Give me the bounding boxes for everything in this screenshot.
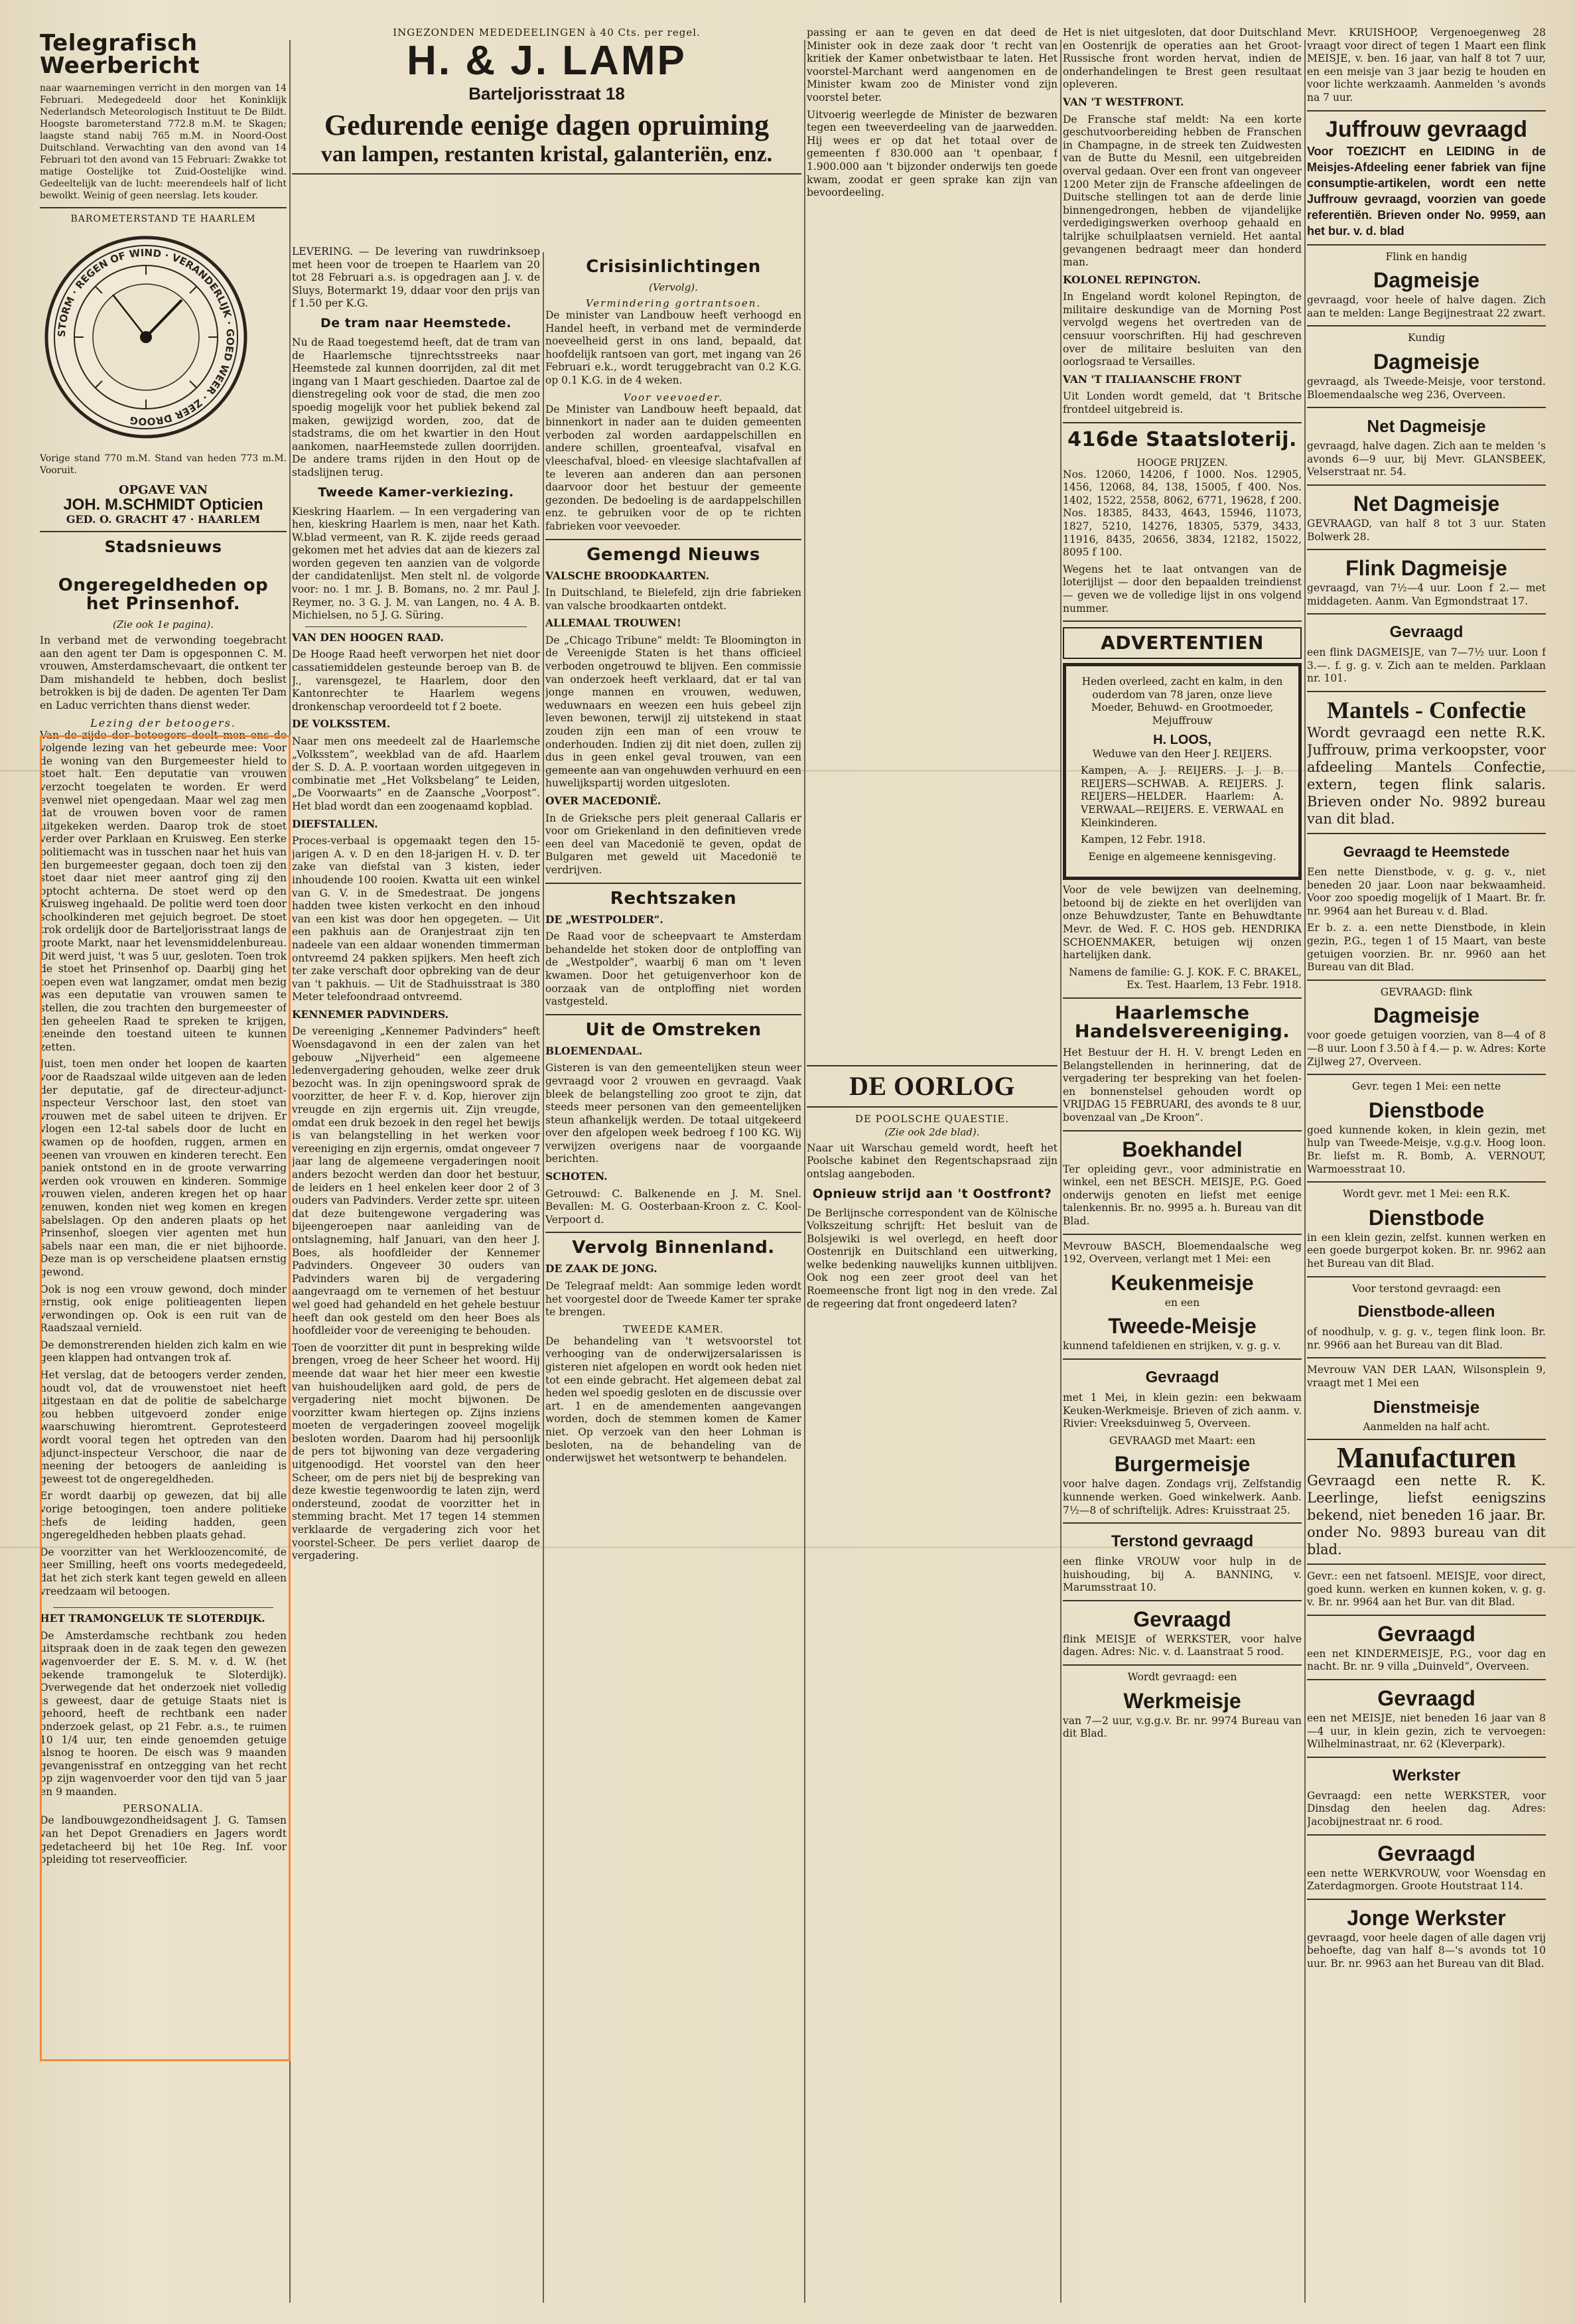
- article-title: DE ZAAK DE JONG.: [545, 1262, 657, 1275]
- ad-text: een net KINDERMEISJE, P.G., voor dag en nacht. Br. nr. 9 villa „Duinveld”, Overveen.: [1307, 1647, 1546, 1673]
- ad-text: een flinke VROUW voor hulp in de huishouding, bij A. BANNING, v. Marumsstraat 10.: [1063, 1556, 1302, 1594]
- weather-title: Telegrafisch Weerbericht: [40, 30, 200, 79]
- section-stadsnieuws: Stadsnieuws: [104, 538, 222, 556]
- ad-text: flink MEISJE of WERKSTER, voor halve dagen. Adres: Nic. v. d. Laanstraat 5 rood.: [1063, 1633, 1302, 1658]
- thanks-sign: Namens de familie: G. J. KOK. F. C. BRAKEL, Ex. Test. Haarlem, 13 Febr. 1918.: [1068, 966, 1302, 991]
- ad-title: Werkster: [1392, 1766, 1461, 1784]
- ad-text: Kundig: [1407, 332, 1445, 344]
- lamp-brand: H. & J. LAMP: [407, 38, 687, 84]
- article-text: Naar uit Warschau gemeld wordt, heeft het Poolsche kabinet den Regentschapsraad zijn ontslag aangeboden.: [807, 1141, 1058, 1180]
- section-staatsloterij: 416de Staatsloterij.: [1067, 427, 1297, 451]
- ad-title: Dienstbode: [1368, 1098, 1485, 1122]
- article-text: Proces-verbaal is opgemaakt tegen den 15-jarigen A. v. D en den 18-jarigen H. v. D. ter zake van diefstal van 3 kisten, ieder inhoudende 100 rooien. Kwatta uit een winkel van G. V. in de Smedestraat. De jongens hadden twee kisten verkocht en den inhoud van een kist was door hen opgegeten. — Uit een pakhuis aan de Oranjestraat zijn ten nadeele van een aldaar wonenden timmerman ontvreemd 24 pakken spijkers. Men heeft zich ter zake verschaft door opbreking van de deur van 't pakhuis. — Uit de Stadhuisstraat is 380 Meter telefoondraad ontvreemd.: [292, 835, 540, 1003]
- section-oorlog: DE OORLOG: [849, 1070, 1016, 1101]
- barometer-reading: Vorige stand 770 m.M. Stand van heden 773 m.M. Vooruit.: [40, 453, 287, 476]
- article-paragraph: Ook is nog een vrouw gewond, doch minder ernstig, ook enige politieagenten liepen verwondingen op. Ook is een ruit van de Raadszaal vernield.: [40, 1283, 287, 1335]
- death-name: H. LOOS,: [1153, 732, 1211, 747]
- article-text: In Duitschland, te Bielefeld, zijn drie fabrieken van valsche broodkaarten ontdekt.: [545, 587, 801, 612]
- column-rule: [543, 252, 544, 2303]
- article-title: KENNEMER PADVINDERS.: [292, 1007, 449, 1021]
- ad-title: Haarlemsche Handelsvereeniging.: [1074, 1003, 1290, 1043]
- article-title: OVER MACEDONIË.: [545, 794, 661, 807]
- section-rechtszaken: Rechtszaken: [610, 888, 737, 908]
- death-names: Kampen, A. J. REIJERS. J. J. B. REIJERS—SCHWAB. A. REIJERS. J. REIJERS—HELDER. Haarlem: A. VERWAAL—REIJERS. E. VERWAAL en Kleinkinderen.: [1081, 764, 1284, 829]
- article-text: In de Grieksche pers pleit generaal Callaris er voor om Griekenland in den definitieven vrede een deel van Macedonië te geven, opdat de Bulgaren met geweld uit Macedonië te verdrijven.: [545, 812, 801, 876]
- ad-title: Jonge Werkster: [1347, 1905, 1506, 1930]
- article-highlight-frame: [40, 735, 291, 2061]
- ad-text: van 7—2 uur, v.g.g.v. Br. nr. 9974 Bureau van dit Blad.: [1063, 1714, 1302, 1740]
- section-gemengd: Gemengd Nieuws: [586, 544, 760, 565]
- column-3: [545, 252, 801, 2309]
- ad-text: Ter opleiding gevr., voor administratie en winkel, een net BESCH. MEISJE, P.G. Goed onderwijs genoten en liefst met eenige talenkennis. Br. no. 9995 a. h. Bureau van dit Blad.: [1063, 1163, 1302, 1227]
- article-subtitle: (Zie ook 1e pagina).: [113, 618, 214, 630]
- article-text: In Engeland wordt kolonel Repington, de militaire deskundige van de Morning Post vervolgd wegens het overtreden van de censuur voorschriften. Hij had geschreven over de militaire besluiten van den oorlogsraad te Versailles.: [1063, 291, 1302, 368]
- article-paragraph: De demonstrerenden hielden zich kalm en wie geen klappen had ontvangen trok af.: [40, 1339, 287, 1364]
- lamp-items: van lampen, restanten kristal, galanteriën, enz.: [320, 142, 773, 167]
- death-date: Kampen, 12 Febr. 1918.: [1081, 834, 1206, 846]
- article-title: Voor veevoeder.: [623, 391, 724, 403]
- article-text: Gisteren is van den gemeentelijken steun weer gevraagd voor 2 vrouwen en gevraagd. Vaak bleek de belangstelling zoo groot te zijn, dat steeds meer personen van den gemeentelijken steun afhankelijk werden. De totaal uitgekeerd over den afgelopen week bedroeg f 100 KG. Wij verwijzen overigens naar de voorgaande berichten.: [545, 1062, 801, 1165]
- article-paragraph: Juist, toen men onder het loopen de kaarten voor de Raadszaal wilde uitgeven aan de leden der deputatie, gaf de directeur-adjunct-inspecteur Verschoor last, den stoet van vrouwen met de sabel uiteen te drijven. Er vlogen een 12-tal sabels door de lucht en kwamen op de hoofden, ruggen, armen en beenen van vrouwen en kinderen terecht. Een paniek ontstond en in de groote verwarring werden ook vrouwen en kinderen. Sommige vrouwen vielen, anderen kregen het op haar zenuwen, konden niet weg komen en kregen sabelslagen. Op den anderen plaats op het Prinsenhof, sloegen vier agenten met hun sabels naar een man, die er niet bijhoorde. Deze man is op verscheidene plaatsen ernstig gewond.: [40, 1058, 287, 1278]
- ad-title: Dienstbode-alleen: [1357, 1303, 1495, 1321]
- ad-text: Gevr. tegen 1 Mei: een nette: [1351, 1080, 1501, 1093]
- section-binnenland: Vervolg Binnenland.: [572, 1238, 775, 1258]
- article-paragraph: Er wordt daarbij op gewezen, dat bij alle vorige betoogingen, toen andere politieke chefs de leiding hadden, geen ongeregeldheden hebben plaats gehad.: [40, 1490, 287, 1542]
- ad-text: voor goede getuigen voorzien, van 8—4 of 8—8 uur. Loon f 3.50 à f 4.— p. w. Adres: Korte Zijlweg 27, Overveen.: [1307, 1029, 1546, 1068]
- article-paragraph: Het verslag, dat de betoogers verder zenden, houdt vol, dat de vrouwenstoet niet heeft uitgestaan en dat de politie de sabelcharge zou hebben uitgevoerd zonder enige waarschuwing hieromtrent. Geprotesteerd wordt vooral tegen het optreden van den adjunct-inspecteur Verschoor, die naar de meening der betoogers de aanleiding is geweest tot de ongeregeldheden.: [40, 1369, 287, 1485]
- barometer-title: BAROMETERSTAND TE HAARLEM: [70, 214, 256, 224]
- personalia-title: PERSONALIA.: [123, 1802, 204, 1815]
- ad-text: een nette WERKVROUW, voor Woensdag en Zaterdagmorgen. Groote Houtstraat 114.: [1307, 1867, 1546, 1893]
- ad-title: Boekhandel: [1122, 1137, 1243, 1161]
- ad-title: Gevraagd te Heemstede: [1343, 843, 1510, 861]
- opgave-label: OPGAVE VAN: [118, 483, 208, 497]
- ad-text: kunnend tafeldienen en strijken, v. g. g. v.: [1063, 1340, 1281, 1352]
- article-paragraph: De voorzitter van het Werkloozencomité, de heer Smilling, heeft ons voorts medegedeeld, dat het zich sterk kant tegen geweld en alleen vreedzaam wil betoogen.: [40, 1546, 287, 1597]
- ad-text: Aanmelden na half acht.: [1363, 1420, 1490, 1433]
- article-paragraph: In verband met de verwonding toegebracht aan den agent ter Dam is opgesponnen C. M. vrouwen, Amsterdamschevaart, die ontkent ter Dam mishandeld te hebben, doch beslist betrokken is bij de daden. De agenten Ter Dam en Laduc verrichten thans dienst weder.: [40, 634, 287, 711]
- article-text: Nu de Raad toegestemd heeft, dat de tram van de Haarlemsche tijnrechtsstreeks naar Heemstede zal kunnen doorrijden, zal dit met ingang van 1 Maart geschieden. Daartoe zal de dienstregeling ook voor de stad, die men zoo spoedig mogelijk voor het publiek bekend zal maken, gewijzigd worden, zoo, dat de stadstrams, die om het kwartier in den Hout aankomen, naarHeemstede zullen doorrijden. De andere trams rijden in den Hout op de stadslijnen terug.: [292, 336, 540, 478]
- article-title: DE „WESTPOLDER”.: [545, 912, 663, 926]
- ad-title: Gevraagd: [1133, 1607, 1231, 1631]
- ad-title: Gevraagd: [1389, 623, 1464, 642]
- ad-text: GEVRAAGD, van half 8 tot 3 uur. Staten Bolwerk 28.: [1307, 517, 1546, 543]
- ad-title: Net Dagmeisje: [1353, 491, 1500, 516]
- ad-title: Juffrouw gevraagd: [1325, 116, 1528, 142]
- ad-title: Gevraagd: [1377, 1686, 1475, 1711]
- loterij-numbers: Nos. 12060, 14206, f 1000. Nos. 12905, 1456, 12068, 84, 138, 15005, f 400. Nos. 1402, 1522, 2558, 8062, 6771, 19628, f 200. Nos. 18385, 8433, 4643, 15946, 11073, 1827, 5210, 14276, 18305, 5379, 3433, 11916, 8435, 20656, 3834, 12182, 15022, 8095 f 100.: [1063, 468, 1302, 559]
- article-title: VAN 'T ITALIAANSCHE FRONT: [1063, 372, 1241, 386]
- article-text: De Telegraaf meldt: Aan sommige leden wordt het voorgestel door de Tweede Kamer ter sprake te brengen.: [545, 1280, 801, 1319]
- ad-text: Mevrouw VAN DER LAAN, Wilsonsplein 9, vraagt met 1 Mei een: [1307, 1364, 1546, 1389]
- article-text: De Hooge Raad heeft verworpen het niet door cassatiemiddelen gesteunde beroep van B. de J., varensgezel, te Haarlem, door den Kantonrechter te Haarlem wegens dronkenschap veroordeeld tot f 2 boete.: [292, 648, 540, 713]
- column-rule: [1304, 40, 1306, 2303]
- article-title: ALLEMAAL TROUWEN!: [545, 617, 681, 630]
- ad-text: Voor TOEZICHT en LEIDING in de Meisjes-Afdeeling eener fabriek van fijne consumptie-artikelen, wordt een nette Juffrouw gevraagd, voorzien van goede referentiën. Brieven onder No. 9959, aan het bur. v. d. blad: [1307, 144, 1546, 238]
- ad-text: Een nette Dienstbode, v. g. g. v., niet beneden 20 jaar. Loon naar bekwaamheid. Voor zoo spoedig mogelijk of 1 Maart. Br. fr. nr. 9964 aan het Bureau v. d. Blad.: [1307, 866, 1546, 917]
- tram-text: De Amsterdamsche rechtbank zou heden uitspraak doen in de zaak tegen den gewezen wagenvoerder der E. S. M. v. d. W. (het bekende tramongeluk te Sloterdijk). Overwegende dat het onderzoek niet volledig is geweest, daar de getuige Staats niet is gehoord, heeft de rechtbank een nader onderzoek gelast, op 21 Febr. a.s., te ruimen 10 1/4 uur, ten einde genoemden getuige alsnog te hooren. De eisch was 9 maanden gevangenisstraf en ontzegging van het recht op zijn wagenvoerder voor den tijd van 5 jaar en 9 maanden.: [40, 1629, 287, 1798]
- article-text: Getrouwd: C. Balkenende en J. M. Snel. Bevallen: M. G. Oosterbaan-Kroon z. C. Kool-Verpoort d.: [545, 1187, 801, 1226]
- ad-text: Mevrouw BASCH, Bloemendaalsche weg 192, Overveen, verlangt met 1 Mei: een: [1063, 1240, 1302, 1266]
- column-rule: [804, 40, 805, 2303]
- personalia-text: De landbouwgezondheidsagent J. G. Tamsen van het Depot Grenadiers en Jagers wordt gedetacheerd bij het 10e Reg. Inf. voor opleiding tot reserveofficier.: [40, 1814, 287, 1866]
- column-2: [292, 246, 540, 2309]
- ad-title: Gevraagd: [1145, 1368, 1219, 1386]
- ad-text: gevraagd, als Tweede-Meisje, voor terstond. Bloemendaalsche weg 236, Overveen.: [1307, 375, 1546, 401]
- ad-notice: INGEZONDEN MEDEDEELINGEN à 40 Cts. per regel.: [393, 27, 701, 38]
- article-title: VAN DEN HOOGEN RAAD.: [292, 630, 444, 644]
- optician-name: JOH. M.SCHMIDT Opticien: [63, 496, 263, 514]
- loterij-note: Wegens het te laat ontvangen van de loterijlijst — door den bepaalden treindienst — geven we de volledige lijst in ons volgend nummer.: [1063, 563, 1302, 615]
- ad-text: in een klein gezin, zelfst. kunnen werken en een goede burgerpot koken. Br. nr. 9962 aan het Bureau van dit Blad.: [1307, 1231, 1546, 1270]
- optician-address: GED. O. GRACHT 47 · HAARLEM: [66, 513, 261, 526]
- ad-text: een net MEISJE, niet beneden 16 jaar van 8—4 uur, in klein gezin, zich te vervoegen: Wilhelminastraat, nr. 62 (Kleverpark).: [1307, 1712, 1546, 1751]
- article-text: Kieskring Haarlem. — In een vergadering van hen, kieskring Haarlem is men, naar het Kath. W.blad vermeent, van R. K. zijde reeds geraad gekomen met het advies dat aan de kiezers zal worden gegeven ten aanzien van de volgorde der candidatenlijst. Men stelt nl. de volgorde voor: no. 1 mr. J. B. Bomans, no. 2 mr. Paul J. Reymer, no. 3 G. J. M. van Langen, no. 4 A. B. Michielsen, no 5 J. G. Süring.: [292, 505, 540, 622]
- article-title: VAN 'T WESTFRONT.: [1063, 95, 1184, 108]
- ad-text: GEVRAAGD: flink: [1380, 985, 1473, 998]
- ad-text: gevraagd, voor heele dagen of alle dagen vrij behoefte, dag van half 8—'s avonds tot 10 uur. Br. nr. 9963 aan het Bureau van dit Blad.: [1307, 1931, 1546, 1970]
- ad-text: met 1 Mei, in klein gezin: een bekwaam Keuken-Werkmeisje. Brieven of zich aanm. v. Rivier: Vreeksduinweg 5, Overveen.: [1063, 1391, 1302, 1430]
- ad-text: gevraagd, halve dagen. Zich aan te melden 's avonds 6—9 uur, bij Mevr. GLANSBEEK, Velserstraat nr. 54.: [1307, 440, 1546, 478]
- article-title-prinsenhof: Ongeregeldheden op het Prinsenhof.: [58, 575, 269, 614]
- ad-text: voor halve dagen. Zondags vrij, Zelfstandig kunnende werken. Goed winkelwerk. Aanb. 7½—8 of schriftelijk. Adres: Kruisstraat 25.: [1063, 1478, 1302, 1516]
- article-text: De Minister van Landbouw heeft bepaald, dat binnenkort in nader aan te duiden gemeenten verboden zal worden aardappelschillen en andere schillen, groenteafval, visafval en vleeschafval, bloed- en vleesige slachtafvallen af te leveren aan anderen dan aan personen daarvoor door het bestuur der gemeente gezonden. De bedoeling is de aardappelschillen enz. te gebruiken voor de op te richten fabrieken voor veevoeder.: [545, 403, 801, 532]
- ad-title: Dagmeisje: [1373, 349, 1480, 374]
- article-title: DIEFSTALLEN.: [292, 817, 378, 830]
- ad-title: Net Dagmeisje: [1367, 416, 1486, 437]
- article-title: Tweede Kamer-verkiezing.: [318, 484, 514, 500]
- article-text: De minister van Landbouw heeft verhoogd en Handel heeft, in verband met de verminderde noeveelheid gerst in ons land, bepaald, dat hoofdelijk rantsoen van gort, met ingang van 26 Februari e.k., wordt teruggebracht van 0.2 K.G. op 0.1 K.G. in de 4 weken.: [545, 309, 801, 386]
- ad-text: Gevraagd een nette R. K. Leerlinge, liefst eenigszins bekend, niet beneden 16 jaar. Br. onder No. 9893 bureau van dit blad.: [1307, 1473, 1546, 1558]
- article-subtitle: (Zie ook 2de blad).: [884, 1126, 980, 1138]
- article-text: Naar men ons meedeelt zal de Haarlemsche „Volksstem”, weekblad van de afd. Haarlem der S. D. A. P. voortaan worden uitgegeven in combinatie met „Het Volksbelang” te Leiden, „De Voorwaarts” en de Zaansche „Voorpost”. Het blad wordt dan een zoogenaamd kopblad.: [292, 735, 540, 812]
- ad-title: Gevraagd: [1377, 1841, 1475, 1865]
- loterij-subtitle: HOOGE PRIJZEN.: [1136, 456, 1228, 469]
- ad-title: Werkmeisje: [1123, 1688, 1241, 1713]
- article-title: DE POOLSCHE QUAESTIE.: [855, 1112, 1010, 1125]
- column-5: [1063, 27, 1302, 2309]
- thanks-text: Voor de vele bewijzen van deelneming, betoond bij de ziekte en het overlijden van onze Behuwdzuster, Tante en Behuwdtante Mevr. de Wed. F. C. HOS geb. HENDRIKA SCHOENMAKER, betuigen wij onzen hartelijken dank.: [1063, 884, 1302, 962]
- ad-text: Het Bestuur der H. H. V. brengt Leden en Belangstellenden in herinnering, dat de vergadering ter bespreking van het foelen- en bonnenstelsel gehouden wordt op VRIJDAG 15 FEBRUARI, des avonds te 8 uur, bovenzaal van „De Kroon”.: [1063, 1047, 1302, 1124]
- ad-text: Flink en handig: [1385, 250, 1468, 263]
- death-notice: [1063, 663, 1302, 880]
- article-text: De „Chicago Tribune” meldt: Te Bloomington in de Vereenigde Staten is het thans officieel verboden ongetrouwd te blijven. Een commissie van onderzoek heeft verklaard, dat er tal van jonge mannen en vrouwen, weduwen, weduwnaars en weezen een huis gebeel zijn leven bewonen, terwijl zij uitstekend in staat zouden zijn een man of een vrouw te onderhouden. Indien zij dit niet doen, zullen zij dus in geen enkel geval trouwen, van een gemeente aan van ongehuwden verhuurd en een huwelijkspartij worden uitgesloten.: [545, 634, 801, 790]
- section-subtitle: (Vervolg).: [649, 281, 698, 293]
- death-note: Eenige en algemeene kennisgeving.: [1088, 850, 1276, 863]
- ad-text: Gevraagd: een nette WERKSTER, voor Dinsdag den heelen dag. Adres: Jacobijnestraat nr. 6 rood.: [1307, 1789, 1546, 1828]
- ad-title: Gevraagd: [1377, 1621, 1475, 1646]
- article-text: Uit Londen wordt gemeld, dat 't Britsche frontdeel uitgebreid is.: [1063, 390, 1302, 416]
- ad-text: Mevr. KRUISHOOP, Vergenoegenweg 28 vraagt voor direct of tegen 1 Maart een flink MEISJE, v. ben. 16 jaar, van half 8 tot 7 uur, en een meisje van 3 jaar bezig te houden en voor lichte werkzaamh. Aanmelden 's avonds na 7 uur.: [1307, 27, 1546, 104]
- section-crisis: Crisisinlichtingen: [586, 257, 761, 277]
- ad-title: Mantels - Confectie: [1327, 697, 1526, 724]
- barometer-dial-icon: [40, 231, 252, 443]
- ad-title: Dienstmeisje: [1373, 1396, 1480, 1417]
- lamp-advertisement: [292, 27, 801, 175]
- article-title: Vermindering gortrantsoen.: [585, 297, 762, 309]
- article-title: SCHOTEN.: [545, 1170, 608, 1183]
- ad-text: of noodhulp, v. g. g. v., tegen flink loon. Br. nr. 9966 aan het Bureau van dit Blad.: [1307, 1326, 1546, 1351]
- ad-title: Flink Dagmeisje: [1345, 556, 1507, 581]
- ad-title: Dagmeisje: [1373, 1003, 1480, 1028]
- article-text: De behandeling van 't wetsvoorstel tot verhooging van de onderwijzersalarissen is gisteren niet afgelopen en wordt ook heden niet tot een einde gebracht. Het algemeen debat zal heden wel spoedig gesloten en de discussie over art. 1 en de amendementen aangevangen worden, doch de stemmen komen de Kamer niet. Op verzoek van den heer Lohman is besloten, na de behandeling van de onderwijswet het wetsontwerp te behandelen.: [545, 1335, 801, 1465]
- article-title: TWEEDE KAMER.: [623, 1323, 724, 1335]
- ad-text: Wordt gevraagd een nette R.K. Juffrouw, prima verkoopster, voor afdeeling Mantels Confectie, extern, tegen flink salaris. Brieven onder No. 9892 bureau van dit blad.: [1307, 725, 1546, 828]
- column-rule: [1060, 40, 1061, 2303]
- ad-text: Er b. z. a. een nette Dienstbode, in klein gezin, P.G., tegen 1 of 15 Maart, van beste getuigen voorzien. Br. nr. 9960 aan het Bureau van dit Blad.: [1307, 922, 1546, 974]
- ad-text: GEVRAAGD met Maart: een: [1109, 1434, 1256, 1447]
- tram-title: HET TRAMONGELUK TE SLOTERDIJK.: [40, 1612, 265, 1625]
- death-sub: Weduwe van den Heer J. REIJERS.: [1092, 747, 1272, 760]
- article-title: DE VOLKSSTEM.: [292, 717, 391, 731]
- article-text: De Raad voor de scheepvaart te Amsterdam behandelde het stoken door de ontploffing van de „Westpolder”, waarbij 6 man om 't leven kwamen. Door het getuigenverhoor kon de oorzaak van de ontploffing niet worden vastgesteld.: [545, 930, 801, 1008]
- death-text: Heden overleed, zacht en kalm, in den ouderdom van 78 jaren, onze lieve Moeder, Behuwd- en Grootmoeder, Mejuffrouw: [1081, 676, 1283, 727]
- ad-text: Gevr.: een net fatsoenl. MEISJE, voor direct, goed kunn. werken en kunnen koken, v. g. g. v. Br. nr. 9964 aan het Bur. van dit Blad.: [1307, 1570, 1546, 1609]
- section-omstreken: Uit de Omstreken: [585, 1019, 762, 1040]
- article-subheading: Lezing der betoogers.: [90, 716, 236, 729]
- ad-text: Wordt gevraagd: een: [1127, 1671, 1237, 1684]
- article-text: De vereeniging „Kennemer Padvinders” heeft Woensdagavond in een der zalen van het gebouw „Nijverheid” een algemeene ledenvergadering gehouden, welke zeer druk bezocht was. In zijn openingswoord sprak de voorzitter, de heer F. v. d. Kop, hierover zijn vreugde en zijn ergernis uit. Zijn vreugde, omdat een druk bezoek in den regel het bewijs is van belangstelling in het werken voor vereeniging en zijn ergernis, omdat ongeveer 7 jaar lang de algemeene vergaderingen nooit anders bezocht werden dan door het bestuur, de leiders en 1 heel enkelen keer door 2 of 3 ouders van Padvinders. Verder zette spr. uiteen dat deze buitengewone vergadering was bijeengeroepen naar aanleiding van de ontslagneming, half Januari, van den heer J. Boes, als hoofdleider der Kennemer Padvinders. Ongeveer 30 ouders van Padvinders waren bij de vergadering aangevraagd om te vernemen of het bestuur wel goed had gehandeld en het gehele bestuur heeft dan ook gesteld om den heer Boes als hoofdleider voor de vereeniging te behouden.: [292, 1025, 540, 1337]
- article-text: passing er aan te geven en dat deed de Minister ook in deze zaak door 't recht van kritiek der Kamer onbetwistbaar te laten. Het voorstel-Marchant werd aangenomen en de Minister kwam zoo de Minister vond zijn voorstel beter.: [807, 27, 1058, 104]
- article-text: Het is niet uitgesloten, dat door Duitschland en Oostenrijk de operaties aan het Groot-Russische front worden hervat, indien de onderhandelingen te Brest geen resultaat opleveren.: [1063, 27, 1302, 91]
- column-6: [1307, 27, 1546, 2309]
- weather-report: naar waarnemingen verricht in den morgen van 14 Februari. Medegedeeld door het Koninklijk Nederlandsch Meteorologisch Instituut te De Bildt. Hoogste barometerstand 772.8 m.M. te Skagen; laagste stand nabij 765 m.M. in Noord-Oost Duitschland. Verwachting van den avond van 14 Februari tot den avond van 15 Februari: Zwakke tot matige Oostelijke tot Zuid-Oostelijke wind. Gedeeltelijk van de lucht: meerendeels half of licht bewolkt. Weinig of geen neerslag. Iets kouder.: [40, 83, 287, 201]
- article-title: Opnieuw strijd aan 't Oostfront?: [812, 1186, 1052, 1201]
- lamp-headline: Gedurende eenige dagen opruiming: [324, 109, 770, 141]
- article-levering: LEVERING. — De levering van ruwdrinksoep met heen voor de troepen te Haarlem van 20 tot 28 Februari a.s. is opgedragen aan J. v. de Sluys, Botermarkt 19, ddaar voor den prijs van f 1.50 per K.G.: [292, 246, 540, 310]
- ad-text: een flink DAGMEISJE, van 7—7½ uur. Loon f 3.—. f. g. g. v. Zich aan te melden. Parklaan nr. 101.: [1307, 646, 1546, 685]
- barometer-ring-text: STORM · REGEN OF WIND · VERANDERLIJK · GOED WEER · ZEER DROOG: [55, 246, 237, 428]
- article-text: Uitvoerig weerlegde de Minister de bezwaren tegen een tweeverdeeling van de jaarwedden. Hij wees er op dat het totaal over de gemeenten f 830.000 aan 't openbaar, f 1.900.000 aan 't bijzonder onderwijs ten goede kwam, zoodat er geen sprake kan zijn van bevoordeeling.: [807, 108, 1058, 199]
- ad-title: Tweede-Meisje: [1108, 1314, 1257, 1339]
- article-title: De tram naar Heemstede.: [320, 315, 512, 330]
- article-title: VALSCHE BROODKAARTEN.: [545, 569, 709, 582]
- article-text: Toen de voorzitter dit punt in bespreking wilde brengen, vroeg de heer Scheer het woord. Hij meende dat waar het hier meer een kwestie van huishoudelijken aard gold, de pers de vergadering niet mocht bijwonen. De voorzitter kwam hiertegen op. Zijns inziens moeten de vergaderingen zooveel mogelijk besloten worden. Daarom had hij persoonlijk de pers tot bijwoning van deze vergadering uitgenoodigd. Het voorstel van den heer Scheer, om de pers niet bij de bespreking van deze kwestie tegenwoordig te laten zijn, werd ondersteund, zoodat de voorzitter het in stemming bracht. Met 17 tegen 14 stemmen verklaarde de vergadering zich voor het voorstel-Scheer. De pers verliet daarop de vergadering.: [292, 1341, 540, 1562]
- ad-text: en een: [1164, 1296, 1200, 1309]
- article-text: De Berlijnsche correspondent van de Kölnische Volkszeitung schrijft: Het besluit van de Bolsjewiki is wel overlegd, en heeft door Oostenrijk en Duitschland een uitwerking, welke bedenking nauwelijks kunnen uitblijven. Ook nog een zeer groot deel van het Roemeensche front ligt nog in den vrede. Zal de regeering dat front ongedeerd laten?: [807, 1206, 1058, 1310]
- ad-text: gevraagd, van 7½—4 uur. Loon f 2.— met middageten. Aanm. Van Egmondstraat 17.: [1307, 582, 1546, 607]
- ad-title: Terstond gevraagd: [1111, 1532, 1254, 1551]
- ad-text: Voor terstond gevraagd: een: [1352, 1282, 1501, 1295]
- article-text: De Fransche staf meldt: Na een korte geschutvoorbereiding hebben de Franschen in Champagne, in de streek ten Zuidwesten van de Butte du Mesnil, een uitgebreiden overval gedaan. Over een front van ongeveer 1200 Meter zijn de Fransche afdeelingen de Duitsche stellingen tot aan de derde linie binnengedrongen, hebben de vijandelijke verdedigingswerken overhoop gehaald en talrijke schuilplaatsen vernield. Het aantal gevangenen bedraagt meer dan honderd man.: [1063, 113, 1302, 269]
- article-title: KOLONEL REPINGTON.: [1063, 273, 1201, 286]
- ad-text: gevraagd, voor heele of halve dagen. Zich aan te melden: Lange Begijnestraat 22 zwart.: [1307, 294, 1546, 319]
- ad-text: Wordt gevr. met 1 Mei: een R.K.: [1342, 1188, 1511, 1200]
- section-advertenties: ADVERTENTIEN: [1101, 632, 1264, 654]
- ad-title: Manufacturen: [1336, 1441, 1517, 1475]
- ad-title: Dagmeisje: [1373, 268, 1480, 293]
- column-4: [807, 27, 1058, 2309]
- article-paragraph: Van de zijde der betoogers deelt men ons de volgende lezing van het gebeurde mee: Voor de woning van den Burgemeester hield to stoet halt. Een deputatie van vrouwen verzocht toegelaten te worden. Er werd evenwel niet opengedaan. Maar wel zag men dat de vrouwen boven voor de ramen uitgekeken werden. Daarop trok de stoet verder over Parklaan en Kruisweg. Een sterke politiemacht was in tusschen naar het huis van den burgemeester gegaan, doch toen zij den stoet daar niet meer aantrof ging zij den optocht achterna. De stoet werd op den Kruisweg ingehaald. De politie werd toen door schoolkinderen met gejuich begroet. De stoet trok ordelijk door de Barteljorisstraat langs de groote Markt, naar het levensmiddelenbureau. Dit werd juist, 't was 5 uur, gesloten. Toen trok de stoet het Prinsenhof op. Daarbij ging het toepen even wat langzamer, omdat men bezig was een deputatie van vrouwen samen te stellen, die zou trachten den burgemeester of den geheelen Raad te spreken te krijgen, teneinde den toestand uiteen te kunnen zetten.: [40, 729, 287, 1053]
- ad-title: Burgermeisje: [1114, 1452, 1251, 1477]
- ad-title: Dienstbode: [1368, 1205, 1485, 1230]
- ad-title: Keukenmeisje: [1111, 1270, 1254, 1295]
- advertenties-banner: [1063, 627, 1302, 659]
- lamp-address: Barteljorisstraat 18: [468, 84, 625, 104]
- ad-text: goed kunnende koken, in klein gezin, met hulp van Tweede-Meisje, v.g.g.v. Hoog loon. Br. liefst m. R. Bomb, A. VERNOUT, Warmoesstraat 10.: [1307, 1124, 1546, 1175]
- article-title: BLOEMENDAAL.: [545, 1044, 643, 1057]
